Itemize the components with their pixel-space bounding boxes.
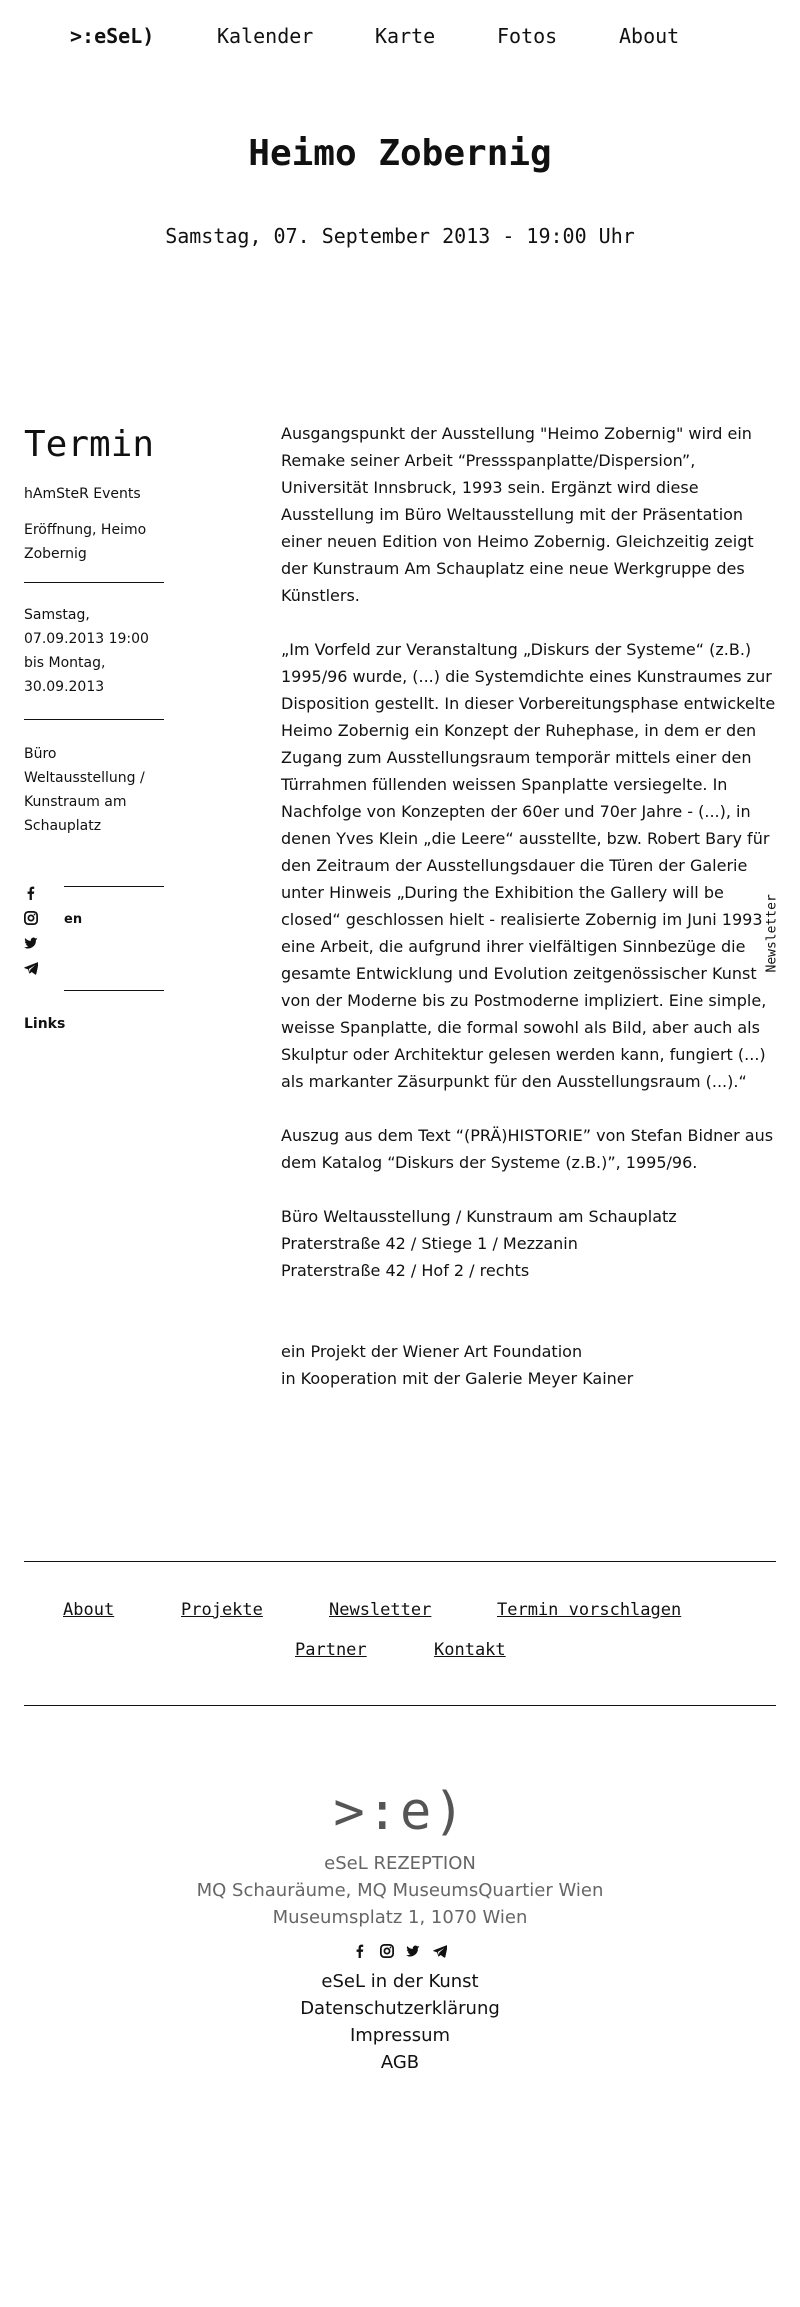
twitter-icon[interactable] (406, 1944, 420, 1958)
event-name: Eröffnung, Heimo Zobernig (24, 522, 147, 562)
sidebar-divider (24, 719, 164, 720)
page-title: Heimo Zobernig (248, 133, 552, 174)
footer-link-agb[interactable]: AGB (380, 2052, 420, 2073)
footer-link-about[interactable]: About (63, 1600, 115, 1620)
venue-address-line: Praterstraße 42 / Stiege 1 / Mezzanin (281, 1234, 578, 1253)
venue-name[interactable]: Büro Weltausstellung / Kunstraum am Schauplatz (24, 746, 145, 834)
footer-link-impressum[interactable]: Impressum (349, 2025, 451, 2046)
nav-item-fotos[interactable]: Fotos (497, 24, 558, 48)
top-nav (70, 20, 730, 52)
footer-address-line: MQ Schauräume, MQ MuseumsQuartier Wien (196, 1880, 604, 1901)
credit-line: ein Projekt der Wiener Art Foundation (281, 1342, 583, 1361)
footer-link-datenschutz[interactable]: Datenschutzerklärung (300, 1998, 500, 2019)
termin-heading: Termin (24, 424, 155, 465)
footer-link-esel-in-der-kunst[interactable]: eSeL in der Kunst (321, 1971, 479, 1992)
venue-address-line: Büro Weltausstellung / Kunstraum am Schauplatz (281, 1207, 677, 1226)
event-sidebar (24, 420, 164, 838)
nav-item-kalender[interactable]: Kalender (217, 24, 314, 48)
event-date-range: Samstag, 07.09.2013 19:00 bis Montag, 30.09.2013 (24, 607, 149, 695)
description-paragraph: Ausgangspunkt der Ausstellung "Heimo Zobernig" wird ein Remake seiner Arbeit “Pressspanplatte/Dispersion”, Universität Innsbruck, 1993 sein. Ergänzt wird diese Ausstellung im Büro Weltausstellung mit der Präsentation einer neuen Edition von Heimo Zobernig. Gleichzeitig zeigt der Kunstraum Am Schauplatz eine neue Werkgruppe des Künstlers. (281, 424, 754, 605)
footer-legal-links (0, 1968, 800, 2076)
footer-link-termin-vorschlagen[interactable]: Termin vorschlagen (497, 1600, 682, 1620)
site-logo[interactable]: >:eSeL) (70, 24, 155, 48)
esel-logo[interactable]: >:e) (333, 1782, 467, 1842)
footer-social (0, 1944, 800, 1963)
share-divider (64, 990, 164, 991)
footer-link-newsletter[interactable]: Newsletter (329, 1600, 432, 1620)
credit-line: in Kooperation mit der Galerie Meyer Kainer (281, 1369, 634, 1388)
instagram-icon[interactable] (380, 1944, 394, 1958)
event-date: Samstag, 07. September 2013 - 19:00 Uhr (165, 224, 635, 248)
footer-link-kontakt[interactable]: Kontakt (434, 1640, 506, 1660)
links-label[interactable]: Links (24, 1016, 66, 1032)
language-switch[interactable]: en (64, 912, 83, 927)
footer-divider (24, 1561, 776, 1562)
telegram-icon[interactable] (24, 961, 40, 977)
nav-item-about[interactable]: About (619, 24, 680, 48)
instagram-icon[interactable] (24, 911, 40, 927)
nav-item-karte[interactable]: Karte (375, 24, 436, 48)
organizer-name[interactable]: hAmSteR Events (24, 486, 141, 502)
newsletter-tab-label: Newsletter (764, 894, 780, 973)
footer-address (0, 1850, 800, 1931)
event-description (281, 420, 781, 1392)
description-source: Auszug aus dem Text “(PRÄ)HISTORIE” von Stefan Bidner aus dem Katalog “Diskurs der Systeme (z.B.)”, 1995/96. (281, 1126, 774, 1172)
share-block (24, 886, 164, 986)
sidebar-divider (24, 582, 164, 583)
newsletter-tab[interactable] (762, 890, 782, 980)
venue-address-line: Praterstraße 42 / Hof 2 / rechts (281, 1261, 530, 1280)
footer-divider (24, 1705, 776, 1706)
description-paragraph: „Im Vorfeld zur Veranstaltung „Diskurs der Systeme“ (z.B.) 1995/96 wurde, (...) die Systemdichte eines Kunstraumes zur Disposition gestellt. In dieser Vorbereitungsphase entwickelte Heimo Zobernig ein Konzept der Ruhephase, in dem er den Zugang zum Ausstellungsraum temporär mittels einer den Türrahmen füllenden weissen Spanplatte versiegelte. In Nachfolge von Konzepten der 60er und 70er Jahre - (...), in denen Yves Klein „die Leere“ ausstellte, bzw. Robert Bary für den Zeitraum der Ausstellungsdauer die Türen der Galerie unter Hinweis „During the Exhibition the Gallery will be closed“ geschlossen hielt - realisierte Zobernig im Juni 1993 eine Arbeit, die aufgrund ihrer vielfältigen Sinnbezüge die gesamte Entwicklung und Evolution zeitgenössischer Kunst von der Moderne bis zu Postmoderne impliziert. Eine simple, weisse Spanplatte, die formal sowohl als Bild, aber auch als Skulptur oder Architektur gelesen werden kann, fungiert (...) als markanter Zäsurpunkt für den Ausstellungsraum (...).“ (281, 640, 776, 1091)
footer-address-line: eSeL REZEPTION (324, 1853, 476, 1874)
footer-address-line: Museumsplatz 1, 1070 Wien (272, 1907, 528, 1928)
share-divider (64, 886, 164, 887)
twitter-icon[interactable] (24, 936, 40, 952)
facebook-icon[interactable] (353, 1944, 367, 1958)
telegram-icon[interactable] (433, 1944, 447, 1958)
footer-link-projekte[interactable]: Projekte (181, 1600, 263, 1620)
footer-link-partner[interactable]: Partner (295, 1640, 367, 1660)
facebook-icon[interactable] (24, 886, 40, 902)
